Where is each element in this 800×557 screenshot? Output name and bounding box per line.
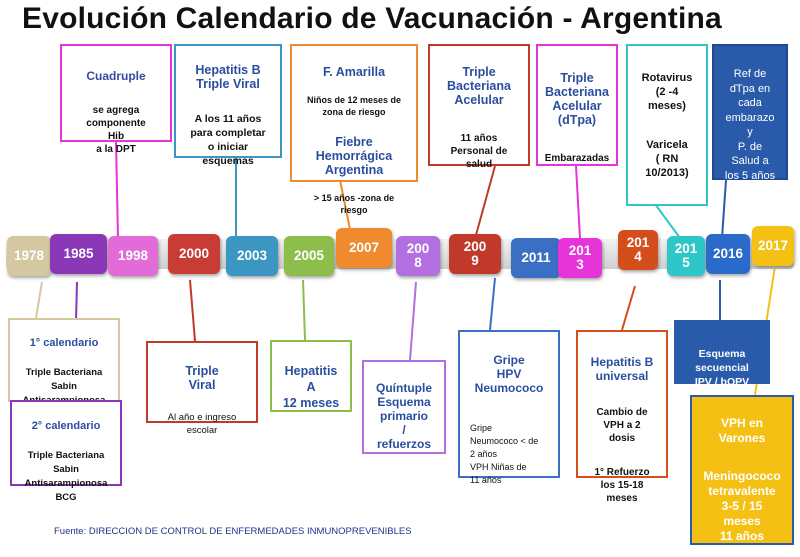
year-2008: 200 8 bbox=[396, 236, 440, 276]
triple-viral-heading: Triple Viral bbox=[185, 364, 219, 392]
year-2003: 2003 bbox=[226, 236, 278, 276]
year-2017: 2017 bbox=[752, 226, 794, 266]
box-hepatitis-b-universal bbox=[576, 330, 668, 504]
box-calendario-1 bbox=[8, 318, 120, 402]
year-1985: 1985 bbox=[50, 234, 107, 274]
box-hepatitis-a bbox=[270, 340, 352, 412]
meningococo-text: Meningococo tetravalente 3-5 / 15 meses 11 años bbox=[703, 469, 781, 543]
box-rotavirus bbox=[626, 44, 708, 206]
fiebre-amarilla-heading: F. Amarilla bbox=[322, 65, 386, 79]
calendario-2-heading: 2° calendario bbox=[31, 420, 101, 432]
cuadruple-body: se agrega componente Hib a la DPT bbox=[86, 105, 146, 155]
box-tba-2009 bbox=[428, 44, 530, 170]
rotavirus-text: Rotavirus (2 -4 meses) bbox=[641, 72, 693, 112]
box-calendario-2 bbox=[10, 400, 122, 503]
year-1998: 1998 bbox=[108, 236, 158, 276]
page-title: Evolución Calendario de Vacunación - Argentina bbox=[22, 2, 722, 35]
hepatitis-b-universal-body1: Cambio de VPH a 2 dosis bbox=[596, 407, 648, 444]
year-2009: 200 9 bbox=[449, 234, 501, 274]
dtpa-2013-heading: Triple Bacteriana Acelular (dTpa) bbox=[545, 71, 609, 127]
year-1978: 1978 bbox=[7, 236, 51, 276]
year-2016: 2016 bbox=[706, 234, 750, 274]
source-footer: Fuente: DIRECCION DE CONTROL DE ENFERMEDADES INMUNOPREVENIBLES bbox=[54, 526, 412, 537]
dtpa-2013-body: Embarazadas bbox=[544, 153, 610, 164]
tba-2009-body: 11 años Personal de salud bbox=[450, 133, 508, 170]
box-vph-varones bbox=[690, 395, 794, 545]
box-triple-viral bbox=[146, 341, 258, 436]
hepatitis-b-universal-heading: Hepatitis B universal bbox=[590, 355, 654, 383]
fiebre-amarilla-line2: > 15 años -zona de riesgo bbox=[313, 193, 395, 215]
box-quintuple bbox=[362, 360, 446, 454]
gripe-heading: Gripe HPV Neumococo bbox=[474, 353, 544, 395]
vph-varones-text: VPH en Varones bbox=[718, 416, 766, 445]
calendario-2-body: Triple Bacteriana Sabin Antisarampionosa BCG bbox=[24, 450, 108, 503]
gripe-body: Gripe Neumococo < de 2 años VPH Niñas de 11 años bbox=[470, 423, 539, 485]
tba-2009-heading: Triple Bacteriana Acelular bbox=[447, 65, 511, 107]
fiebre-amarilla-line1: Niños de 12 meses de zona de riesgo bbox=[306, 95, 402, 117]
year-2007: 2007 bbox=[336, 228, 392, 268]
hepatitis-b-2003-heading: Hepatitis B Triple Viral bbox=[195, 63, 261, 91]
cuadruple-heading: Cuadruple bbox=[86, 69, 146, 83]
box-fiebre-amarilla bbox=[290, 44, 418, 215]
box-esquema-secuencial bbox=[674, 320, 770, 388]
esquema-secuencial-text: Esquema secuencial IPV / bOPV bbox=[694, 348, 750, 388]
quintuple-heading: Quíntuple Esquema primario / refuerzos bbox=[376, 381, 432, 451]
hepatitis-b-universal-body2: 1° Refuerzo los 15-18 meses bbox=[594, 467, 650, 504]
hepatitis-a-heading: Hepatitis A 12 meses bbox=[282, 364, 340, 410]
fiebre-hemorragica-heading: Fiebre Hemorrágica Argentina bbox=[315, 135, 393, 177]
triple-viral-body: Al año e ingreso escolar bbox=[167, 412, 237, 436]
box-hepatitis-b-2003 bbox=[174, 44, 282, 167]
hepatitis-b-2003-body: A los 11 años para completar o iniciar esquemas bbox=[190, 113, 266, 167]
box-cuadruple bbox=[60, 44, 172, 155]
year-2015: 201 5 bbox=[667, 236, 705, 276]
year-2005: 2005 bbox=[284, 236, 334, 276]
varicela-text: Varicela ( RN 10/2013) bbox=[645, 139, 689, 179]
calendario-1-body: Triple Bacteriana Sabin bbox=[25, 367, 103, 392]
box-ref-dtpa bbox=[712, 44, 788, 180]
box-dtpa-2013 bbox=[536, 44, 618, 166]
box-gripe bbox=[458, 330, 560, 485]
year-2013: 201 3 bbox=[558, 238, 602, 278]
year-2014: 201 4 bbox=[618, 230, 658, 270]
calendario-1-heading: 1° calendario bbox=[29, 337, 99, 349]
year-2000: 2000 bbox=[168, 234, 220, 274]
ref-dtpa-text: Ref de dTpa en cada embarazo y P. de Salud a los 5 años bbox=[724, 68, 776, 182]
year-2011: 2011 bbox=[511, 238, 561, 278]
